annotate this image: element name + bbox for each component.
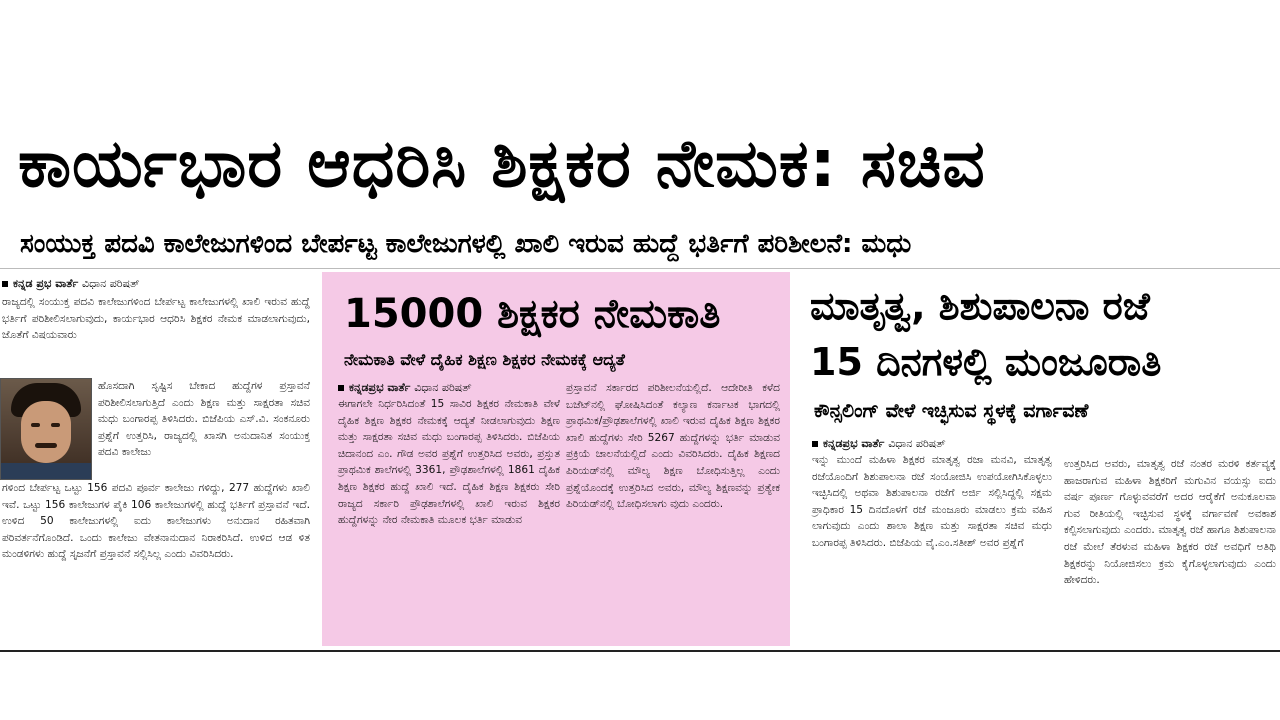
page-headline: ಕಾರ್ಯಭಾರ ಆಧರಿಸಿ ಶಿಕ್ಷಕರ ನೇಮಕ: ಸಚಿವ: [18, 125, 986, 202]
left-article-lead-block: [2, 276, 310, 344]
middle-article-box: [322, 272, 790, 646]
middle-column-1-text: ಈಗಾಗಲೇ ನಿರ್ಧರಿಸಿದಂತೆ 15 ಸಾವಿರ ಶಿಕ್ಷಕರ ನೇಮಕಾತಿ ವೇಳೆ ದೈಹಿಕ ಶಿಕ್ಷಣ ಶಿಕ್ಷಕರ ನೇಮಕಕ್ಕೆ ಆದ್ಯತೆ ನೀಡಲಾಗುವುದು ಶಿಕ್ಷಣ ಮತ್ತು ಸಾಕ್ಷರತಾ ಸಚಿವ ಮಧು ಬಂಗಾರಪ್ಪ ತಿಳಿಸಿದರು. ಬಿಜೆಪಿಯ ಚಿದಾನಂದ ಎಂ. ಗೌಡ ಅವರ ಪ್ರಶ್ನೆಗೆ ಉತ್ತರಿಸಿದ ಅವರು, ಪ್ರಸ್ತುತ ಪ್ರಾಥಮಿಕ ಶಾಲೆಗಳಲ್ಲಿ 3361, ಪ್ರೌಢಶಾಲೆಗಳಲ್ಲಿ 1861 ದೈಹಿಕ ಶಿಕ್ಷಣ ಶಿಕ್ಷಕರ ಹುದ್ದೆ ಖಾಲಿ ಇದೆ. ದೈಹಿಕ ಶಿಕ್ಷಣ ಶಿಕ್ಷಕರು ಸೇರಿ ರಾಜ್ಯದ ಸರ್ಕಾರಿ ಪ್ರೌಢಶಾಲೆಗಳಲ್ಲಿ ಖಾಲಿ ಇರುವ ಶಿಕ್ಷಕರ ಹುದ್ದೆಗಳನ್ನು ನೇರ ನೇಮಕಾತಿ ಮೂಲಕ ಭರ್ತಿ ಮಾಡುವ: [338, 398, 560, 527]
bullet-icon: [812, 441, 818, 447]
right-column-2-text: ಉತ್ತರಿಸಿದ ಅವರು, ಮಾತೃತ್ವ ರಜೆ ನಂತರ ಮರಳಿ ಕರ್ತವ್ಯಕ್ಕೆ ಹಾಜರಾಗುವ ಮಹಿಳಾ ಶಿಕ್ಷಕರಿಗೆ ಮಗುವಿನ ವಯಸ್ಸು ಐದು ವರ್ಷ ಪೂರ್ಣ ಗೊಳ್ಳುವವರೆಗೆ ಅದರ ಆರೈಕೆಗೆ ಅನುಕೂಲವಾ ಗುವ ರೀತಿಯಲ್ಲಿ ಇಚ್ಛಿಸುವ ಸ್ಥಳಕ್ಕೆ ವರ್ಗಾವಣೆ ಅವಕಾಶ ಕಲ್ಪಿಸಲಾಗುವುದು ಎಂದರು. ಮಾತೃತ್ವ ರಜೆ ಹಾಗೂ ಶಿಶುಪಾಲನಾ ರಜೆ ಮೇಲೆ ತೆರಳುವ ಮಹಿಳಾ ಶಿಕ್ಷಕರ ರಜೆ ಅವಧಿಗೆ ಅತಿಥಿ ಶಿಕ್ಷಕರನ್ನು ನಿಯೋಜಿಸಲು ಕ್ರಮ ಕೈಗೊಳ್ಳಲಾಗುವುದು ಎಂದು ಹೇಳಿದರು.: [1064, 458, 1276, 587]
right-column-1-text: ಇನ್ನು ಮುಂದೆ ಮಹಿಳಾ ಶಿಕ್ಷಕರ ಮಾತೃತ್ವ ರಜಾ ಮನವಿ, ಮಾತೃತ್ವ ರಜೆಯೊಂದಿಗೆ ಶಿಶುಪಾಲನಾ ರಜೆ ಸಂಯೋಜಿಸಿ ಉಪಯೋಗಿಸಿಕೊಳ್ಳಲು ಇಚ್ಛಿಸಿದಲ್ಲಿ ಅಥವಾ ಶಿಶುಪಾಲನಾ ರಜೆಗೆ ಅರ್ಜಿ ಸಲ್ಲಿಸಿದ್ದಲ್ಲಿ ಸಕ್ಷಮ ಪ್ರಾಧಿಕಾರ 15 ದಿನದೊಳಗೆ ರಜೆ ಮಂಜೂರು ಮಾಡಲು ಕ್ರಮ ವಹಿಸ ಲಾಗುವುದು ಎಂದು ಶಾಲಾ ಶಿಕ್ಷಣ ಮತ್ತು ಸಾಕ್ಷರತಾ ಸಚಿವ ಮಧು ಬಂಗಾರಪ್ಪ ತಿಳಿಸಿದರು. ಬಿಜೆಪಿಯ ವೈ.ಎಂ.ಸತೀಶ್ ಅವರ ಪ್ರಶ್ನೆಗೆ: [812, 454, 1052, 549]
minister-photo: [0, 378, 92, 480]
right-title-line-1: ಮಾತೃತ್ವ, ಶಿಶುಪಾಲನಾ ರಜೆ: [810, 284, 1150, 328]
right-byline-place: ವಿಧಾನ ಪರಿಷತ್: [888, 437, 946, 450]
middle-subtitle: ನೇಮಕಾತಿ ವೇಳೆ ದೈಹಿಕ ಶಿಕ್ಷಣ ಶಿಕ್ಷಕರ ನೇಮಕಕ್ಕೆ ಆದ್ಯತೆ: [344, 350, 625, 369]
bullet-icon: [338, 385, 344, 391]
left-byline-source: ಕನ್ನಡ ಪ್ರಭ ವಾರ್ತೆ: [13, 277, 79, 290]
divider-bottom: [0, 650, 1280, 652]
right-column-1: [812, 436, 1052, 552]
right-article: [800, 272, 1280, 648]
middle-byline-source: ಕನ್ನಡಪ್ರಭ ವಾರ್ತೆ: [349, 381, 411, 394]
left-article: [0, 272, 314, 648]
divider-top: [0, 268, 1280, 269]
middle-column-2-text: ಪ್ರಸ್ತಾವನೆ ಸರ್ಕಾರದ ಪರಿಶೀಲನೆಯಲ್ಲಿದೆ. ಆದೇರೀತಿ ಕಳೆದ ಬಜೆಟ್‌ನಲ್ಲಿ ಘೋಷಿಸಿದಂತೆ ಕಲ್ಯಾಣ ಕರ್ನಾಟಕ ಭಾಗದಲ್ಲಿ ಪ್ರಾಥಮಿಕ/ಪ್ರೌಢಶಾಲೆಗಳಲ್ಲಿ ಖಾಲಿ ಇರುವ ದೈಹಿಕ ಶಿಕ್ಷಣ ಶಿಕ್ಷಕರ ಖಾಲಿ ಹುದ್ದೆಗಳು ಸೇರಿ 5267 ಹುದ್ದೆಗಳನ್ನು ಭರ್ತಿ ಮಾಡುವ ಪ್ರಕ್ರಿಯೆ ಚಾಲನೆಯಲ್ಲಿದೆ ಎಂದು ವಿವರಿಸಿದರು. ದೈಹಿಕ ಶಿಕ್ಷಣದ ಪಿರಿಯಡ್‌ನಲ್ಲಿ ಮೌಲ್ಯ ಶಿಕ್ಷಣ ಬೋಧಿಸುತ್ತಿಲ್ಲ ಎಂದು ಪ್ರಶ್ನೆಯೊಂದಕ್ಕೆ ಉತ್ತರಿಸಿದ ಅವರು, ಮೌಲ್ಯ ಶಿಕ್ಷಣವನ್ನು ಪ್ರತ್ಯೇಕ ಪಿರಿಯಡ್‌ನಲ್ಲಿ ಬೋಧಿಸಲಾಗು ವುದು ಎಂದರು.: [566, 382, 780, 511]
middle-byline-place: ವಿಧಾನ ಪರಿಷತ್: [414, 381, 472, 394]
page-subheadline: ಸಂಯುಕ್ತ ಪದವಿ ಕಾಲೇಜುಗಳಿಂದ ಬೇರ್ಪಟ್ಟ ಕಾಲೇಜುಗಳಲ್ಲಿ ಖಾಲಿ ಇರುವ ಹುದ್ದೆ ಭರ್ತಿಗೆ ಪರಿಶೀಲನೆ: ಮಧು: [20, 229, 912, 259]
bullet-icon: [2, 281, 8, 287]
left-byline: [2, 276, 310, 292]
right-byline-source: ಕನ್ನಡಪ್ರಭ ವಾರ್ತೆ: [823, 437, 885, 450]
left-wrap-text: ಹೊಸದಾಗಿ ಸೃಷ್ಟಿಸ ಬೇಕಾದ ಹುದ್ದೆಗಳ ಪ್ರಸ್ತಾವನೆ ಪರಿಶೀಲಿಸಲಾಗುತ್ತಿದೆ ಎಂದು ಶಿಕ್ಷಣ ಮತ್ತು ಸಾಕ್ಷರತಾ ಸಚಿವ ಮಧು ಬಂಗಾರಪ್ಪ ತಿಳಿಸಿದರು. ಬಿಜೆಪಿಯ ಎಸ್.ವಿ. ಸಂಕನೂರು ಪ್ರಶ್ನೆಗೆ ಉತ್ತರಿಸಿ, ರಾಜ್ಯದಲ್ಲಿ ಖಾಸಗಿ ಅನುದಾನಿತ ಸಂಯುಕ್ತ ಪದವಿ ಕಾಲೇಜು: [98, 380, 310, 459]
middle-column-1: [338, 380, 560, 529]
left-lead-text: ರಾಜ್ಯದಲ್ಲಿ ಸಂಯುಕ್ತ ಪದವಿ ಕಾಲೇಜುಗಳಿಂದ ಬೇರ್ಪಟ್ಟ ಕಾಲೇಜುಗಳಲ್ಲಿ ಖಾಲಿ ಇರುವ ಹುದ್ದೆ ಭರ್ತಿಗೆ ಪರಿಶೀಲಿಸಲಾಗುವುದು, ಕಾರ್ಯಭಾರ ಆಧರಿಸಿ ಶಿಕ್ಷಕರ ನೇಮಕ ಮಾಡಲಾಗುವುದು, ಜೊತೆಗೆ ವಿಷಯವಾರು: [2, 296, 310, 342]
right-title-line-2: 15 ದಿನಗಳಲ್ಲಿ ಮಂಜೂರಾತಿ: [810, 340, 1162, 384]
middle-title: 15000 ಶಿಕ್ಷಕರ ನೇಮಕಾತಿ: [344, 291, 721, 337]
left-full-text: ಗಳಿಂದ ಬೇರ್ಪಟ್ಟ ಒಟ್ಟು 156 ಪದವಿ ಪೂರ್ವ ಕಾಲೇಜು ಗಳಿದ್ದು, 277 ಹುದ್ದೆಗಳು ಖಾಲಿ ಇವೆ. ಒಟ್ಟು 156 ಕಾಲೇಜುಗಳ ಪೈಕಿ 106 ಕಾಲೇಜುಗಳಲ್ಲಿ ಹುದ್ದೆ ಭರ್ತಿಗೆ ಪ್ರಸ್ತಾವನೆ ಇದೆ. ಉಳಿದ 50 ಕಾಲೇಜುಗಳಲ್ಲಿ ಐದು ಕಾಲೇಜುಗಳು ಅನುದಾನ ರಹಿತವಾಗಿ ಪರಿವರ್ತನೆಗೊಂಡಿದೆ. ಒಂದು ಕಾಲೇಜು ವೇತನಾನುದಾನ ನಿರಾಕರಿಸಿದೆ. ಉಳಿದ ಆಡ ಳಿತ ಮಂಡಳಿಗಳು ಹುದ್ದೆ ಸೃಜನೆಗೆ ಪ್ರಸ್ತಾವನೆ ಸಲ್ಲಿಸಿಲ್ಲ ಎಂದು ವಿವರಿಸಿದರು.: [2, 482, 310, 561]
right-title: [810, 278, 1276, 390]
right-subtitle: ಕೌನ್ಸಲಿಂಗ್ ವೇಳೆ ಇಚ್ಛಿಸುವ ಸ್ಥಳಕ್ಕೆ ವರ್ಗಾವಣೆ: [814, 400, 1089, 422]
right-byline: [812, 436, 1052, 452]
left-byline-place: ವಿಧಾನ ಪರಿಷತ್: [82, 277, 140, 290]
middle-byline: [338, 380, 560, 396]
